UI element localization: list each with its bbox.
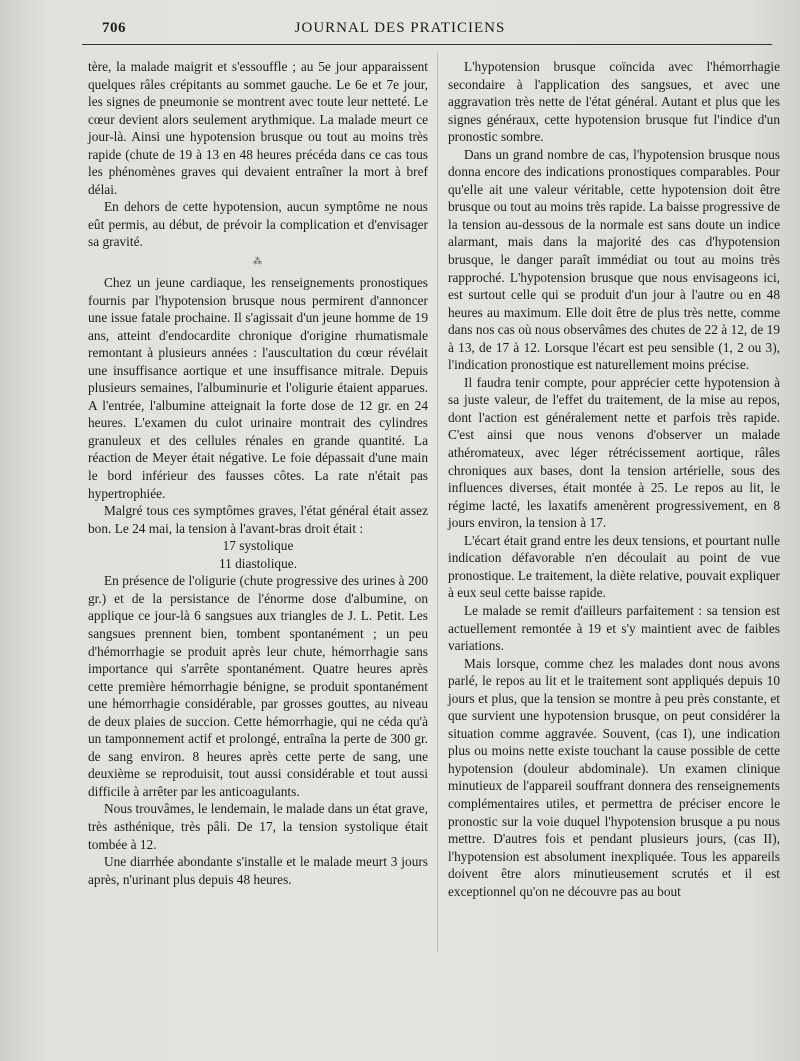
paragraph: Mais lorsque, comme chez les malades dont nous avons parlé, le repos au lit et le traitement sont appliqués depuis 10 jours et plus, que la tension se montre à peu près constante, et que survient une hypotension brusque, on peut considérer la situation comme aggravée. Souvent, (cas I), une indication plus ou moins nette existe touchant la cause possible de cette hypotension (douleur abdominale). Un examen clinique minutieux de l'appareil souffrant donnera des renseignements complémentaires utiles, et permettra de préciser encore le pronostic sur la voie duquel l'hypotension brusque a pu nous mettre. D'autres fois et pendant plusieurs jours, (cas II), l'hypotension est absolument inexpliquée. Tous les appareils doivent être alors minutieusement scrutés et il est exceptionnel qu'on ne découvre pas au bout — [448, 655, 780, 899]
paragraph: Il faudra tenir compte, pour apprécier cette hypotension à sa juste valeur, de l'effet du traitement, de la mise au repos, dont l'action est généralement nette et parfois très rapide. C'est ainsi que nous venons d'observer un malade athéromateux, avec léger rétrécissement aortique, râles chroniques aux bases, dont la tension artérielle, sous des influences diverses, était montée à 25. Le repos au lit, le régime lacté, les laxatifs amenèrent progressivement, en 8 jours environ, la tension à 17. — [448, 374, 780, 531]
diastolic-value: 11 diastolique. — [218, 555, 298, 571]
paragraph: tère, la malade maigrit et s'essouffle ; au 5e jour apparaissent quelques râles crépitants au sommet gauche. Le 6e et 7e jour, les signes de pneumonie se montrent avec toute leur netteté. Le cœur devient alors seulement arythmique. La malade meurt ce jour-là. Ainsi une hypotension brusque ou tout au moins très rapide (chute de 19 à 13 en 48 heures précéda dans ce cas tous les phénomènes graves qui devaient entraîner la mort à bref délai. — [88, 59, 428, 197]
page-number: 706 — [102, 20, 126, 36]
left-column — [88, 58, 428, 888]
paragraph: Nous trouvâmes, le lendemain, le malade dans un état grave, très asthénique, très pâli. De 17, la tension systolique était tombée à 12. — [88, 801, 428, 852]
paragraph: Chez un jeune cardiaque, les renseignements pronostiques fournis par l'hypotension brusque nous permirent d'annoncer une issue fatale prochaine. Il s'agissait d'un jeune homme de 19 ans, atteint d'endocardite chronique d'origine rhumatismale remontant à plusieurs années : l'auscultation du cœur révélait une insuffisance aortique et une insuffisance mitrale. Depuis plusieurs semaines, l'albuminurie et l'oligurie étaient apparues. A l'entrée, l'albumine atteignait la forte dose de 12 gr. en 24 heures. L'examen du culot urinaire montrait des cylindres granuleux et des cellules rénales en grande quantité. La réaction de Meyer était négative. Le foie dépassait d'une main le bord inférieur des fausses côtes. La rate n'était pas hypertrophiée. — [88, 275, 428, 501]
paragraph: L'hypotension brusque coïncida avec l'hémorrhagie secondaire à l'application des sangsues, et avec une aggravation très nette de l'état général. Autant et plus que les signes généraux, cette hypotension brusque fut l'indice d'un pronostic sombre. — [448, 59, 780, 145]
column-divider — [437, 52, 438, 952]
paragraph: L'écart était grand entre les deux tensions, et pourtant nulle indication défavorable n'en découlait au point de vue pronostique. Le traitement, la diète relative, pouvait expliquer à eux seul cette baisse rapide. — [448, 532, 780, 601]
systolic-value: 17 systolique — [222, 538, 294, 554]
paragraph: En dehors de cette hypotension, aucun symptôme ne nous eût permis, au début, de prévoir la complication et d'envisager sa gravité. — [88, 199, 428, 250]
page-header — [0, 14, 800, 40]
header-rule — [82, 44, 772, 45]
paragraph: Une diarrhée abondante s'installe et le malade meurt 3 jours après, n'urinant plus depuis 48 heures. — [88, 854, 428, 887]
section-separator: ⁂ — [253, 256, 263, 267]
paragraph: Le malade se remit d'ailleurs parfaitement : sa tension est actuellement remontée à 19 et s'y maintient avec de faibles variations. — [448, 602, 780, 654]
paragraph: En présence de l'oligurie (chute progressive des urines à 200 gr.) et de la persistance de l'énorme dose d'albumine, on applique ce jour-là 6 sangsues aux triangles de J. L. Petit. Les sangsues prennent bien, tombent spontanément ; un peu d'hémorrhagie se produit après leur chute, hémorrhagie sans importance qui s'arrête spontanément. Quatre heures après cette première hémorrhagie bénigne, se produit spontanément une hémorrhagie considérable, par grosses gouttes, au niveau de deux plaies de succion. Cette hémorrhagie, qui ne céda qu'à un tamponnement actif et prolongé, entraîna la perte de 300 gr. de sang environ. 8 heures après cette perte de sang, une deuxième se reproduisit, tout aussi considérable et tout aussi difficile à arrêter par les anticoagulants. — [88, 573, 428, 799]
paragraph: Malgré tous ces symptômes graves, l'état général était assez bon. Le 24 mai, la tension à l'avant-bras droit était : — [88, 503, 428, 536]
right-column — [448, 58, 780, 900]
paragraph: Dans un grand nombre de cas, l'hypotension brusque nous donna encore des indications pronostiques comparables. Pour qu'elle ait une valeur véritable, cette hypotension doit être brusque ou tout au moins très rapide. La baisse progressive de la tension au-dessous de la normale est sans doute un indice alarmant, mais dans la majorité des cas d'hypotension brusque, le danger paraît immédiat ou tout au moins très rapproché. L'hypotension brusque que nous envisageons ici, est surtout celle qui se produit d'un jour à l'autre ou en 48 heures au maximum. Elle doit être de plus très nette, comme dans nos cas où nous observâmes des chutes de 22 à 12, de 19 à 13, de 17 à 12. Lorsque l'écart est peu sensible (1, 2 ou 3), l'indication pronostique est naturellement moins précise. — [448, 146, 780, 373]
running-title: JOURNAL DES PRATICIENS — [294, 20, 506, 36]
